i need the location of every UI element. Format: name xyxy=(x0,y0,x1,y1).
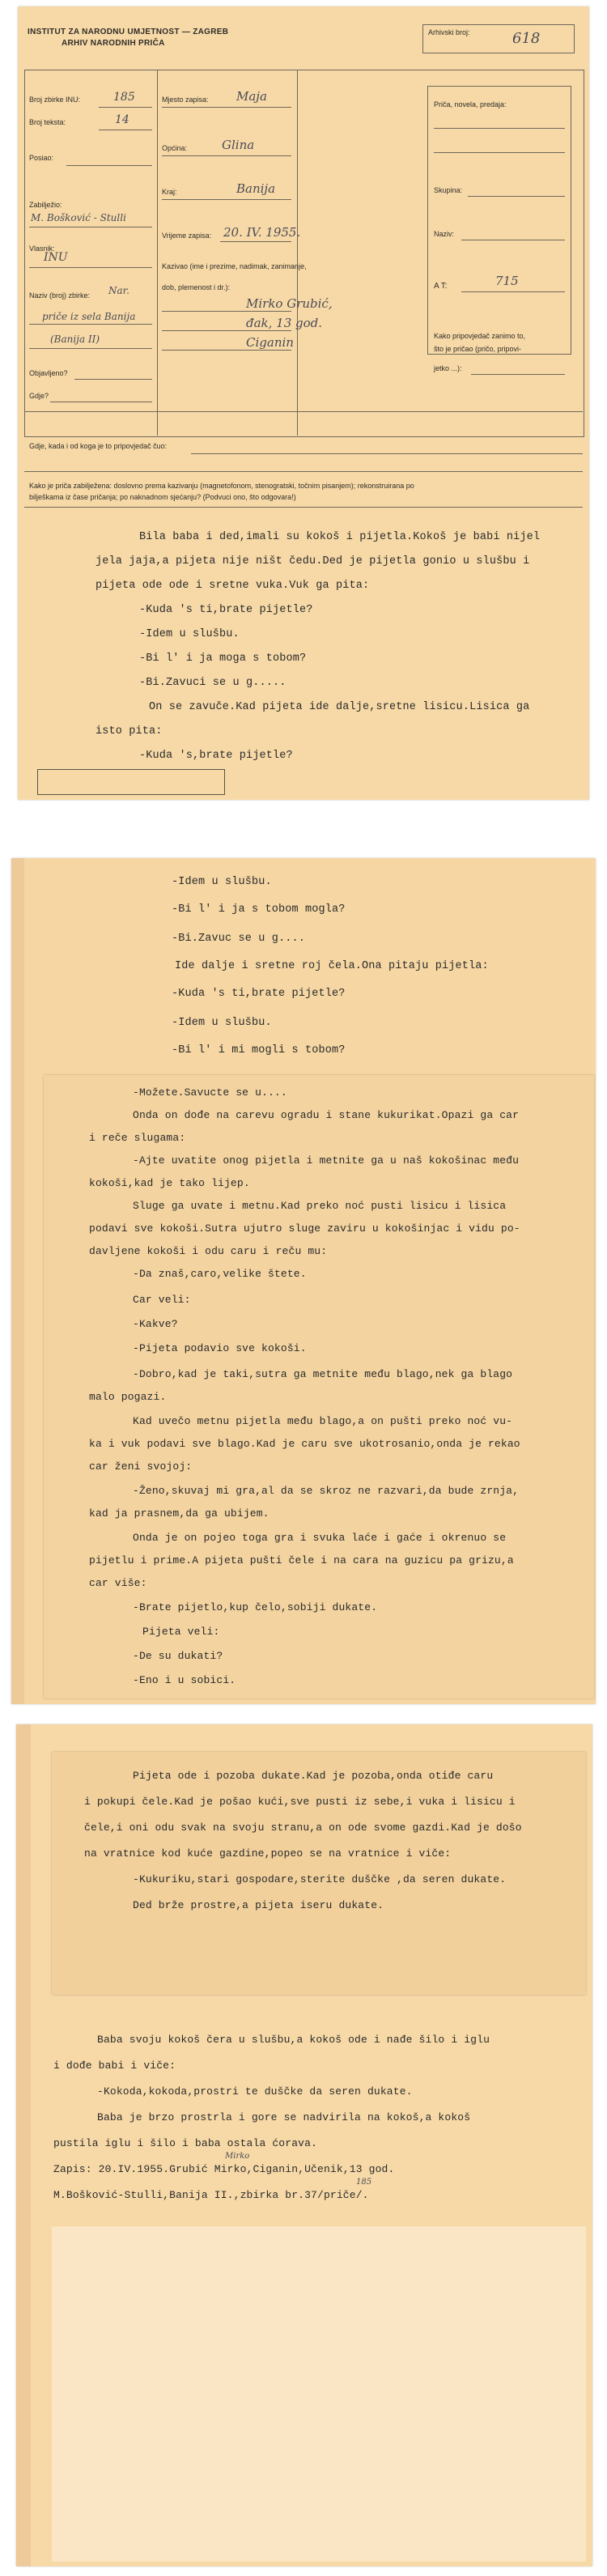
story-line: -Kuda 's ti,brate pijetle? xyxy=(139,604,313,616)
story-line: -Da znaš,caro,velike štete. xyxy=(133,1268,307,1280)
place-value: Maja xyxy=(236,89,267,104)
archive-number-value: 618 xyxy=(512,30,541,47)
story-line: Sluge ga uvate i metnu.Kad preko noć pusti lisicu i lisica xyxy=(133,1200,507,1212)
collection-number-value: 185 xyxy=(113,91,135,104)
narrator-how-label-3: jetko ...): xyxy=(434,364,462,372)
document-page-3 xyxy=(16,1724,592,2566)
municipality-label: Općina: xyxy=(162,144,188,152)
story-line: -Idem u slušbu. xyxy=(172,876,272,888)
story-line: Kad uvečo metnu pijetla među blago,a on pušti preko noć vu- xyxy=(133,1415,513,1427)
narrator-label-2: dob, plemenost i dr.): xyxy=(162,283,231,291)
story-line: car više: xyxy=(89,1577,147,1589)
story-line: Ded brže prostre,a pijeta iseru dukate. xyxy=(133,1899,384,1911)
handwritten-note-mirko: Mirko xyxy=(225,2152,250,2161)
story-line: jela jaja,a pijeta nije ništ čedu.Ded je pijetla gonio u slušbu i xyxy=(96,555,530,567)
story-line: -Bi l' i ja s tobom mogla? xyxy=(172,903,346,916)
record-date-label: Vrijeme zapisa: xyxy=(162,232,212,240)
collection-name-label: Naziv (broj) zbirke: xyxy=(29,291,91,300)
story-line: Onda on dođe na carevu ogradu i stane kukurikat.Opazi ga car xyxy=(133,1109,520,1121)
record-date-value: 20. IV. 1955. xyxy=(223,225,301,240)
pasted-fragment-1 xyxy=(52,1752,586,1995)
record-line: M.Bošković-Stulli,Banija II.,zbirka br.37/priče/. xyxy=(53,2189,369,2201)
story-line: -Pijeta podavio sve kokoši. xyxy=(133,1342,307,1354)
story-line: Pijeta ode i pozoba dukate.Kad je pozoba,onda otiđe caru xyxy=(133,1770,494,1782)
story-line: Pijeta veli: xyxy=(142,1626,220,1638)
story-line: -Kuda 's,brate pijetle? xyxy=(139,750,293,762)
owner-label: Vlasnik: xyxy=(29,244,55,253)
collection-name-value-2: priče iz sela Banija xyxy=(42,311,136,322)
story-type-label: Priča, novela, predaja: xyxy=(434,100,507,108)
story-line: Car veli: xyxy=(133,1294,191,1306)
story-line: Baba svoju kokoš čera u slušbu,a kokoš ode i nađe šilo i iglu xyxy=(97,2034,490,2046)
story-line: -Ženo,skuvaj mi gra,al da se skroz ne razvari,da bude zrnja, xyxy=(133,1485,520,1497)
story-line: -Bi l' i ja moga s tobom? xyxy=(139,653,307,665)
place-label: Mjesto zapisa: xyxy=(162,96,209,104)
narrator-how-label-1: Kako pripovjedač zanimo to, xyxy=(434,332,526,340)
story-line: čele,i oni odu svak na svoju stranu,a on ode svome gazdi.Kad je došo xyxy=(84,1821,522,1834)
story-line: -Kukuriku,stari gospodare,sterite duščke ,da seren dukate. xyxy=(133,1873,507,1885)
story-line: -Eno i u sobici. xyxy=(133,1674,236,1686)
blank-box xyxy=(37,769,225,795)
story-line: -Brate pijetlo,kup čelo,sobiji dukate. xyxy=(133,1601,378,1613)
story-line: Baba je brzo prostrla i gore se nadvirila na kokoš,a kokoš xyxy=(97,2111,471,2123)
story-line: car ženi svojoj: xyxy=(89,1460,193,1473)
published-label: Objavljeno? xyxy=(29,369,68,377)
record-line: Zapis: 20.IV.1955.Grubić Mirko,Ciganin,Učenik,13 god. xyxy=(53,2163,395,2175)
owner-value: INU xyxy=(44,251,68,264)
story-line: kokoši,kad je tako lijep. xyxy=(89,1177,250,1189)
narrator-value-3: Ciganin xyxy=(246,335,294,350)
story-line: pijetlu i prime.A pijeta pušti čele i na cara na guzicu pa grizu,a xyxy=(89,1554,514,1566)
story-line: -Idem u slušbu. xyxy=(172,1017,272,1029)
pasted-page xyxy=(44,1075,594,1698)
story-line: na vratnice kod kuće gazdine,popeo se na vratnice i viče: xyxy=(84,1847,452,1860)
story-line: On se zavuče.Kad pijeta ide dalje,sretne lisicu.Lisica ga xyxy=(149,701,530,713)
story-line: kad ja prasnem,da ga ubijem. xyxy=(89,1507,270,1520)
archive-number-box xyxy=(422,24,575,53)
text-number-label: Broj teksta: xyxy=(29,118,66,126)
story-line: davljene kokoši i odu caru i reču mu: xyxy=(89,1245,328,1257)
document-page-2 xyxy=(11,858,596,1704)
story-line: pustila iglu i šilo i baba ostala ćorava. xyxy=(53,2137,318,2149)
collection-name-value-3: (Banija II) xyxy=(50,334,100,345)
region-label: Kraj: xyxy=(162,188,177,196)
narrator-label-1: Kazivao (ime i prezime, nadimak, zanimanje, xyxy=(162,262,307,270)
title-label: Naziv: xyxy=(434,230,455,238)
story-line: i pokupi čele.Kad je pošao kući,sve pusti iz sebe,i vuka i lisicu i xyxy=(84,1796,516,1808)
story-line: -Dobro,kad je taki,sutra ga metnite među blago,nek ga blago xyxy=(133,1368,513,1380)
archive-number-label: Arhivski broj: xyxy=(428,28,470,36)
story-line: podavi sve kokoši.Sutra ujutro sluge zaviru u kokošinjac i vidu po- xyxy=(89,1222,520,1235)
classification-box xyxy=(427,86,571,355)
archive-name: ARHIV NARODNIH PRIČA xyxy=(62,39,165,48)
story-line: i dođe babi i viče: xyxy=(53,2060,176,2072)
where-label: Gdje? xyxy=(29,392,49,400)
collection-name-value-1: Nar. xyxy=(108,285,129,296)
story-line: Ide dalje i sretne roj čela.Ona pitaju pijetla: xyxy=(175,960,489,972)
narrator-value-1: Mirko Grubić, xyxy=(246,296,333,311)
recording-method-line-1: Kako je priča zabilježena: doslovno prema kazivanju (magnetofonom, stenogratski, točnim pisanjem); rekonstruirana po xyxy=(29,482,414,490)
story-line: -Kakve? xyxy=(133,1318,178,1330)
story-line: -De su dukati? xyxy=(133,1650,223,1662)
source-label: Gdje, kada i od koga je to pripovjedač čuo: xyxy=(29,442,168,450)
story-line: -Idem u slušbu. xyxy=(139,628,240,640)
narrator-value-2: đak, 13 god. xyxy=(246,316,323,330)
document-page-1 xyxy=(18,6,589,800)
story-line: i reče slugama: xyxy=(89,1132,186,1144)
story-line: -Ajte uvatite onog pijetla i metnite ga u naš kokošinac među xyxy=(133,1154,520,1167)
text-number-value: 14 xyxy=(115,113,129,126)
recorder-value: M. Bošković - Stulli xyxy=(31,212,126,223)
story-line: Bila baba i ded,imali su kokoš i pijetla.Kokoš je babi nijel xyxy=(139,531,541,543)
blank-paper-area xyxy=(52,2226,586,2561)
municipality-value: Glina xyxy=(222,138,255,152)
group-label: Skupina: xyxy=(434,186,463,194)
story-line: -Bi.Zavuc se u g.... xyxy=(172,933,306,945)
story-line: isto pita: xyxy=(96,725,163,738)
institute-name: INSTITUT ZA NARODNU UMJETNOST — ZAGREB xyxy=(28,28,229,36)
story-line: -Kokoda,kokoda,prostri te duščke da seren dukate. xyxy=(97,2085,413,2098)
at-label: A T: xyxy=(434,282,448,291)
story-line: malo pogazi. xyxy=(89,1391,167,1403)
story-line: pijeta ode ode i sretne vuka.Vuk ga pita: xyxy=(96,580,370,592)
narrator-how-label-2: što je pričao (pričo, pripovi- xyxy=(434,345,522,353)
story-line: -Kuda 's ti,brate pijetle? xyxy=(172,988,346,1000)
recorder-label: Zabilježio: xyxy=(29,201,62,209)
recording-method-line-2: bilješkama iz čase pričanja; po naknadnom sjećanju? (Podvuci ono, što odgovara!) xyxy=(29,493,296,501)
story-line: -Bi.Zavuci se u g..... xyxy=(139,677,287,689)
story-line: Onda je on pojeo toga gra i svuka laće i gaće i okrenuo se xyxy=(133,1532,507,1544)
at-value: 715 xyxy=(495,274,519,288)
collection-number-label: Broj zbirke INU: xyxy=(29,96,81,104)
story-line: -Možete.Savucte se u.... xyxy=(133,1086,287,1099)
story-line: ka i vuk podavi sve blago.Kad je caru sve ukotrosanio,onda je rekao xyxy=(89,1438,520,1450)
story-line: -Bi l' i mi mogli s tobom? xyxy=(172,1044,346,1056)
handwritten-note-185: 185 xyxy=(356,2178,372,2187)
region-value: Banija xyxy=(236,181,276,196)
sender-label: Posiao: xyxy=(29,154,54,162)
